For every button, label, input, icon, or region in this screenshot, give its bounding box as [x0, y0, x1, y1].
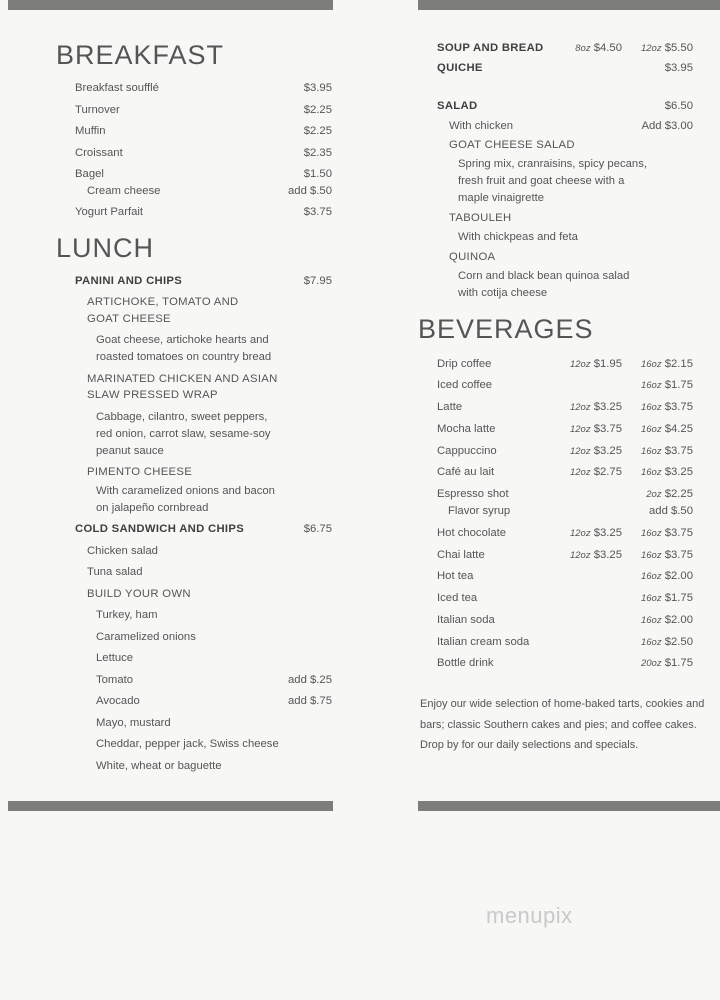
- size-label: 16oz: [640, 402, 662, 413]
- menu-price: $2.35: [303, 147, 332, 159]
- salad-line: maple vinaigrette: [458, 192, 545, 204]
- beverage-price-large: [641, 570, 693, 582]
- menu-price: $2.25: [303, 104, 332, 116]
- cold-line: Lettuce: [96, 652, 134, 664]
- cold-line: Caramelized onions: [96, 631, 196, 643]
- size-label: 16oz: [640, 528, 662, 539]
- beverage-name: Cappuccino: [437, 445, 497, 457]
- bottom-right-divider-bar: [418, 801, 720, 811]
- menu-item: Bagel: [75, 168, 104, 180]
- beverage-name: Italian cream soda: [437, 636, 530, 648]
- size-label: 16oz: [640, 359, 662, 370]
- salad-line: TABOULEH: [449, 212, 512, 224]
- menupix-watermark: menupix: [486, 903, 573, 928]
- beverage-price-large: [641, 592, 693, 604]
- beverage-name: Mocha latte: [437, 423, 496, 435]
- price-value: $4.25: [664, 423, 693, 435]
- price-value: $3.75: [593, 423, 622, 435]
- cold-line: BUILD YOUR OWN: [87, 588, 191, 600]
- beverage-name: Café au lait: [437, 466, 495, 478]
- beverage-price-small: [570, 358, 622, 370]
- price-value: $1.75: [664, 379, 693, 391]
- size-label: 12oz: [569, 550, 591, 561]
- soup-price-large: $5.50: [664, 42, 693, 54]
- size-label: 8oz: [575, 43, 591, 54]
- size-label: 16oz: [640, 446, 662, 457]
- panini-line: With caramelized onions and bacon: [96, 485, 275, 497]
- beverage-price-large: [641, 549, 693, 561]
- price-value: $3.25: [593, 445, 622, 457]
- salad-price: $6.50: [664, 100, 693, 112]
- size-label: 16oz: [640, 467, 662, 478]
- beverage-price-large: [641, 527, 693, 539]
- price-value: $2.00: [664, 614, 693, 626]
- beverage-name: Iced tea: [437, 592, 478, 604]
- price-value: $3.25: [593, 527, 622, 539]
- cold-sandwich-price: $6.75: [303, 523, 332, 535]
- size-label: 20oz: [640, 658, 662, 669]
- breakfast-title: BREAKFAST: [56, 40, 225, 70]
- size-label: 12oz: [569, 467, 591, 478]
- soup-heading: SOUP AND BREAD: [437, 42, 544, 54]
- panini-line: PIMENTO CHEESE: [87, 466, 193, 478]
- price-value: $2.25: [664, 488, 693, 500]
- beverage-price-large: [641, 657, 693, 669]
- menu-price: $3.95: [303, 82, 332, 94]
- salad-line: Corn and black bean quinoa salad: [458, 270, 630, 282]
- cold-line: Avocado: [96, 695, 140, 707]
- panini-line: GOAT CHEESE: [87, 313, 171, 325]
- menu-item: Cream cheese: [87, 185, 161, 197]
- panini-line: SLAW PRESSED WRAP: [87, 389, 218, 401]
- beverage-price-small: [570, 466, 622, 478]
- beverage-name: Chai latte: [437, 549, 485, 561]
- panini-line: Goat cheese, artichoke hearts and: [96, 334, 269, 346]
- panini-line: MARINATED CHICKEN AND ASIAN: [87, 373, 278, 385]
- price-value: $2.00: [664, 570, 693, 582]
- menu-price: $3.75: [303, 206, 332, 218]
- beverage-price-small: [570, 549, 622, 561]
- panini-heading: PANINI AND CHIPS: [75, 275, 183, 287]
- quiche-price: $3.95: [664, 62, 693, 74]
- salad-line: with cotija cheese: [458, 287, 548, 299]
- cold-line: Chicken salad: [87, 545, 158, 557]
- size-label: 16oz: [640, 593, 662, 604]
- beverage-price-large: [641, 636, 693, 648]
- size-label: 16oz: [640, 424, 662, 435]
- price-value: $2.75: [593, 466, 622, 478]
- beverage-price-large: [641, 358, 693, 370]
- beverage-price-small: [570, 423, 622, 435]
- beverage-name: Flavor syrup: [448, 505, 511, 517]
- beverage-price-large: [641, 401, 693, 413]
- salad-line: Spring mix, cranraisins, spicy pecans,: [458, 158, 647, 170]
- size-label: 16oz: [640, 637, 662, 648]
- cold-line: Cheddar, pepper jack, Swiss cheese: [96, 738, 279, 750]
- salad-heading: SALAD: [437, 100, 478, 112]
- footer-note: Enjoy our wide selection of home-baked tarts, cookies and bars; classic Southern cakes and pies; and coffee cakes. Drop by for our daily selections and specials.: [420, 698, 705, 751]
- beverage-price-large: [641, 466, 693, 478]
- panini-line: Cabbage, cilantro, sweet peppers,: [96, 411, 268, 423]
- price-value: $3.75: [664, 445, 693, 457]
- price-value: $3.25: [593, 549, 622, 561]
- soup-price-small: $4.50: [593, 42, 622, 54]
- menu-price: $2.25: [303, 125, 332, 137]
- cold-line: Turkey, ham: [96, 609, 158, 621]
- cold-line: Tuna salad: [87, 566, 143, 578]
- price-value: $3.25: [593, 401, 622, 413]
- price-value: $1.95: [593, 358, 622, 370]
- size-label: 16oz: [640, 550, 662, 561]
- price-value: $3.75: [664, 401, 693, 413]
- avocado-price: add $.75: [288, 695, 332, 707]
- beverage-price-large: [649, 505, 693, 517]
- menu-price: $1.50: [303, 168, 332, 180]
- salad-line: fresh fruit and goat cheese with a: [458, 175, 625, 187]
- price-value: $3.75: [664, 527, 693, 539]
- menu-item: Turnover: [75, 104, 120, 116]
- top-left-divider-bar: [8, 0, 333, 10]
- menu-item: Breakfast soufflé: [75, 82, 159, 94]
- quiche-heading: QUICHE: [437, 62, 483, 74]
- beverage-name: Italian soda: [437, 614, 495, 626]
- menu-price: add $.50: [288, 185, 332, 197]
- salad-line: GOAT CHEESE SALAD: [449, 139, 575, 151]
- size-label: 12oz: [569, 528, 591, 539]
- cold-line: White, wheat or baguette: [96, 760, 222, 772]
- size-label: 2oz: [646, 489, 662, 500]
- panini-price: $7.95: [303, 275, 332, 287]
- bottom-left-divider-bar: [8, 801, 333, 811]
- price-value: add $.50: [649, 505, 693, 517]
- salad-chicken-option: With chicken: [449, 120, 514, 132]
- menu-item: Croissant: [75, 147, 123, 159]
- beverage-price-large: [641, 423, 693, 435]
- size-label: 16oz: [640, 571, 662, 582]
- beverage-name: Iced coffee: [437, 379, 493, 391]
- lunch-title: LUNCH: [56, 233, 155, 263]
- salad-line: QUINOA: [449, 251, 496, 263]
- price-value: $1.75: [664, 592, 693, 604]
- beverage-price-large: [641, 445, 693, 457]
- beverage-name: Espresso shot: [437, 488, 509, 500]
- cold-sandwich-heading: COLD SANDWICH AND CHIPS: [75, 523, 245, 535]
- beverage-price-large: [646, 488, 693, 500]
- size-label: 16oz: [640, 380, 662, 391]
- top-right-divider-bar: [418, 0, 720, 10]
- size-label: 12oz: [640, 43, 662, 54]
- beverage-price-large: [641, 379, 693, 391]
- size-label: 12oz: [569, 402, 591, 413]
- panini-line: ARTICHOKE, TOMATO AND: [87, 296, 239, 308]
- salad-line: With chickpeas and feta: [458, 231, 578, 243]
- beverage-name: Bottle drink: [437, 657, 494, 669]
- menu-item: Muffin: [75, 125, 106, 137]
- size-label: 12oz: [569, 424, 591, 435]
- tomato-price: add $.25: [288, 674, 332, 686]
- beverage-name: Drip coffee: [437, 358, 492, 370]
- menu-item: Yogurt Parfait: [75, 206, 144, 218]
- beverage-name: Hot tea: [437, 570, 474, 582]
- beverage-name: Hot chocolate: [437, 527, 507, 539]
- panini-line: roasted tomatoes on country bread: [96, 351, 272, 363]
- price-value: $3.75: [664, 549, 693, 561]
- beverage-price-small: [570, 445, 622, 457]
- size-label: 12oz: [569, 359, 591, 370]
- beverages-title: BEVERAGES: [418, 314, 594, 344]
- beverage-price-large: [641, 614, 693, 626]
- size-label: 16oz: [640, 615, 662, 626]
- price-value: $2.50: [664, 636, 693, 648]
- beverage-price-small: [570, 401, 622, 413]
- price-value: $1.75: [664, 657, 693, 669]
- cold-line: Tomato: [96, 674, 134, 686]
- salad-chicken-price: Add $3.00: [641, 120, 693, 132]
- panini-line: peanut sauce: [96, 445, 164, 457]
- beverage-name: Latte: [437, 401, 463, 413]
- panini-line: red onion, carrot slaw, sesame-soy: [96, 428, 271, 440]
- beverage-price-small: [570, 527, 622, 539]
- panini-line: on jalapeño cornbread: [96, 502, 209, 514]
- size-label: 12oz: [569, 446, 591, 457]
- cold-line: Mayo, mustard: [96, 717, 171, 729]
- price-value: $3.25: [664, 466, 693, 478]
- price-value: $2.15: [664, 358, 693, 370]
